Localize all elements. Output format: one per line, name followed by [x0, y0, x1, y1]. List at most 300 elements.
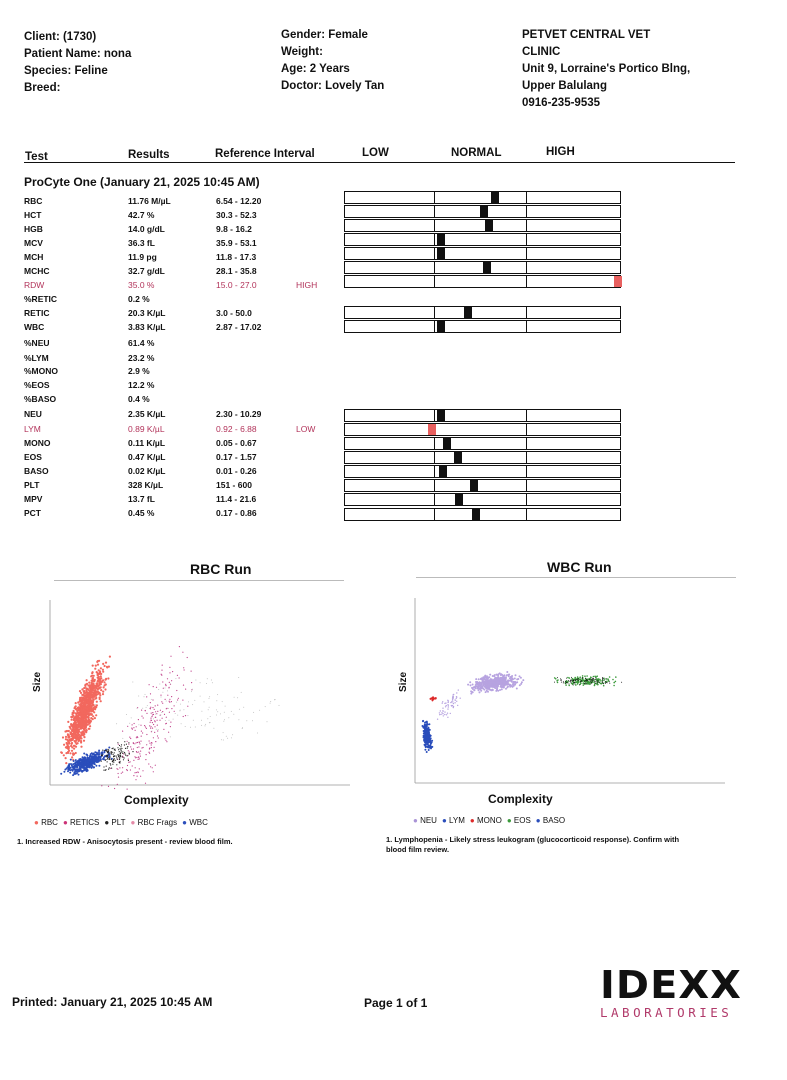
col-test: Test: [25, 151, 48, 163]
eos-point: [606, 681, 608, 683]
test-name: RETIC: [24, 308, 50, 318]
plt-point: [226, 736, 227, 737]
eos-dark-point: [557, 677, 558, 678]
mono-point: [432, 700, 434, 702]
neu-point: [472, 688, 474, 690]
rbc-frag-point: [138, 746, 139, 747]
neu-tail-point: [447, 717, 448, 718]
range-divider-high: [526, 192, 527, 203]
retic-point: [111, 753, 112, 754]
range-marker: [472, 509, 480, 520]
rbc-frag-point: [131, 728, 132, 729]
rbc-point: [79, 709, 81, 711]
eos-dark-point: [563, 682, 564, 683]
wbc-point: [83, 753, 85, 755]
wbc-point: [68, 766, 70, 768]
rbc-point: [97, 685, 99, 687]
neu-tail-point: [456, 697, 457, 698]
range-divider-low: [434, 234, 435, 245]
rbc-frag-point: [182, 652, 183, 653]
neu-point: [512, 678, 514, 680]
test-result: 42.7 %: [128, 210, 155, 220]
rbc-frag-point: [176, 690, 177, 691]
eos-dark-point: [584, 681, 585, 682]
neu-tail-point: [451, 701, 452, 702]
rbc-frag-point: [152, 712, 153, 713]
rbc-point: [85, 697, 87, 699]
neu-point: [507, 683, 509, 685]
rbc-frag-point: [152, 714, 153, 715]
neu-tail-point: [440, 714, 441, 715]
rbc-point: [88, 704, 90, 706]
eos-point: [579, 677, 581, 679]
plt-point: [232, 734, 233, 735]
neu-point: [488, 676, 490, 678]
test-result: 11.9 pg: [128, 252, 157, 262]
rbc-frag-point: [150, 728, 151, 729]
rbc-frag-point: [145, 710, 146, 711]
rbc-point: [79, 704, 81, 706]
rbc-frag-point: [162, 711, 163, 712]
retic-point: [106, 756, 107, 757]
rbc-frag-point: [171, 696, 172, 697]
clinic-name-2: CLINIC: [522, 46, 561, 58]
lym-point: [422, 720, 424, 722]
eos-dark-point: [587, 681, 588, 682]
neu-point: [509, 684, 511, 686]
retic-point: [108, 755, 109, 756]
rbc-frag-point: [153, 750, 154, 751]
plt-point: [168, 708, 169, 709]
retic-point: [107, 761, 108, 762]
eos-point: [576, 681, 578, 683]
rbc-scatter-plot: [40, 590, 360, 790]
lym-point: [430, 747, 432, 749]
wbc-legend-swatch: ●: [506, 816, 514, 825]
wbc-ylabel: Size: [398, 671, 409, 692]
neu-tail-point: [445, 706, 446, 707]
plt-point: [225, 706, 226, 707]
neu-point: [497, 682, 499, 684]
retic-point: [120, 746, 121, 747]
rbc-frag-point: [135, 730, 136, 731]
rbc-frag-point: [154, 747, 155, 748]
rbc-frag-point: [139, 753, 140, 754]
rbc-point: [74, 726, 76, 728]
wbc-point: [98, 751, 100, 753]
eos-dark-point: [597, 680, 598, 681]
rbc-frag-point: [159, 720, 160, 721]
neu-point: [501, 688, 503, 690]
rbc-frag-point: [146, 713, 147, 714]
wbc-legend-swatch: ●: [469, 816, 477, 825]
wbc-point: [84, 756, 86, 758]
printed-timestamp: Printed: January 21, 2025 10:45 AM: [12, 995, 213, 1009]
rbc-frag-point: [155, 741, 156, 742]
plt-point: [204, 701, 205, 702]
plt-point: [192, 704, 193, 705]
rbc-point: [72, 754, 74, 756]
rbc-point: [90, 717, 92, 719]
rbc-frag-point: [171, 701, 172, 702]
rbc-frag-point: [127, 765, 128, 766]
rbc-point: [65, 762, 67, 764]
mono-point: [430, 698, 432, 700]
rbc-frag-point: [157, 705, 158, 706]
rbc-point: [84, 701, 86, 703]
neu-point: [514, 681, 516, 683]
retic-point: [112, 761, 113, 762]
wbc-point: [85, 768, 87, 770]
plt-point: [201, 725, 202, 726]
neu-point: [510, 678, 512, 680]
table-row: [0, 352, 787, 366]
plt-point: [176, 702, 177, 703]
range-divider-low: [434, 480, 435, 491]
range-divider-low: [434, 438, 435, 449]
neu-point: [485, 691, 487, 693]
rbc-frag-point: [150, 693, 151, 694]
rbc-point: [97, 673, 99, 675]
mono-point: [432, 696, 434, 698]
rbc-title-rule: [54, 580, 344, 581]
rbc-frag-point: [162, 703, 163, 704]
rbc-point: [71, 750, 73, 752]
rbc-frag-point: [146, 754, 147, 755]
neu-tail-point: [439, 714, 440, 715]
retic-point: [127, 755, 128, 756]
wbc-point: [90, 753, 92, 755]
wbc-point: [72, 763, 74, 765]
table-row: [0, 393, 787, 407]
rbc-frag-point: [152, 728, 153, 729]
neu-tail-point: [453, 694, 454, 695]
rbc-frag-point: [108, 786, 109, 787]
eos-dark-point: [582, 677, 583, 678]
eos-dark-point: [586, 679, 587, 680]
range-divider-low: [434, 466, 435, 477]
rbc-frag-point: [131, 749, 132, 750]
plt-point: [217, 694, 218, 695]
eos-point: [569, 677, 571, 679]
plt-point: [156, 729, 157, 730]
rbc-point: [97, 690, 99, 692]
eos-point: [593, 676, 595, 678]
neu-point: [508, 675, 510, 677]
plt-point: [138, 696, 139, 697]
wbc-point: [79, 767, 81, 769]
neu-tail-point: [444, 711, 445, 712]
plt-point: [169, 720, 170, 721]
eos-point: [584, 675, 586, 677]
range-marker: [437, 410, 445, 421]
neu-point: [517, 678, 519, 680]
rbc-point: [79, 700, 81, 702]
eos-point: [615, 681, 617, 683]
rbc-point: [99, 692, 101, 694]
rbc-point: [83, 699, 85, 701]
rbc-frag-point: [137, 747, 138, 748]
rbc-point: [90, 675, 92, 677]
plt-point: [180, 704, 181, 705]
rbc-point: [85, 730, 87, 732]
rbc-point: [69, 752, 71, 754]
lym-point: [426, 721, 428, 723]
plt-point: [237, 697, 238, 698]
retic-point: [121, 748, 122, 749]
retic-point: [103, 766, 104, 767]
retic-point: [113, 754, 114, 755]
rbc-frag-point: [129, 737, 130, 738]
eos-point: [568, 685, 570, 687]
rbc-frag-point: [133, 748, 134, 749]
retic-point: [117, 742, 118, 743]
wbc-legend-swatch: ●: [535, 816, 543, 825]
gender-line: Gender: Female: [281, 29, 368, 41]
wbc-point: [85, 762, 87, 764]
eos-dark-point: [584, 683, 585, 684]
test-reference: 11.4 - 21.6: [216, 494, 257, 504]
rbc-frag-point: [162, 681, 163, 682]
range-divider-high: [526, 206, 527, 217]
eos-dark-point: [574, 684, 575, 685]
patient-details: [281, 27, 384, 95]
rbc-frag-point: [143, 747, 144, 748]
plt-point: [167, 690, 168, 691]
rbc-point: [81, 734, 83, 736]
neu-point: [507, 681, 509, 683]
range-divider-low: [434, 307, 435, 318]
rbc-point: [88, 728, 90, 730]
retic-point: [118, 755, 119, 756]
plt-point: [207, 678, 208, 679]
lym-point: [428, 735, 430, 737]
plt-point: [195, 727, 196, 728]
mono-point: [435, 698, 437, 700]
rbc-frag-point: [130, 746, 131, 747]
rbc-point: [86, 700, 88, 702]
wbc-legend-label: EOS: [513, 816, 531, 825]
rbc-frag-point: [122, 772, 123, 773]
rbc-frag-point: [141, 716, 142, 717]
plt-point: [170, 736, 171, 737]
neu-point: [497, 675, 499, 677]
rbc-frag-point: [170, 656, 171, 657]
rbc-frag-point: [140, 741, 141, 742]
plt-point: [165, 720, 166, 721]
plt-point: [224, 719, 225, 720]
lym-point: [426, 732, 428, 734]
test-name: HCT: [24, 210, 42, 220]
wbc-point: [67, 768, 69, 770]
neu-tail-point: [453, 706, 454, 707]
plt-point: [155, 714, 156, 715]
rbc-point: [66, 743, 68, 745]
plt-point: [151, 699, 152, 700]
rbc-frag-point: [174, 711, 175, 712]
rbc-point: [71, 719, 73, 721]
rbc-frag-point: [142, 770, 143, 771]
neu-point: [516, 688, 518, 690]
patient-info: [24, 29, 131, 97]
rbc-frag-point: [184, 669, 185, 670]
rbc-point: [74, 721, 76, 723]
retic-point: [110, 752, 111, 753]
neu-tail-point: [450, 713, 451, 714]
neu-tail-point: [452, 699, 453, 700]
retic-point: [120, 752, 121, 753]
retic-point: [117, 759, 118, 760]
rbc-point: [91, 672, 93, 674]
neu-point: [511, 681, 513, 683]
plt-point: [179, 710, 180, 711]
rbc-frag-point: [129, 752, 130, 753]
plt-point: [159, 684, 160, 685]
test-reference: 0.92 - 6.88: [216, 424, 257, 434]
retic-point: [129, 753, 130, 754]
neu-tail-point: [437, 719, 438, 720]
neu-tail-point: [456, 698, 457, 699]
neu-point: [492, 681, 494, 683]
rbc-frag-point: [140, 725, 141, 726]
neu-point: [506, 686, 508, 688]
eos-point: [586, 675, 588, 677]
range-bar: [344, 409, 621, 422]
neu-point: [487, 682, 489, 684]
rbc-frag-point: [166, 708, 167, 709]
plt-point: [279, 705, 280, 706]
rbc-point: [90, 685, 92, 687]
rbc-point: [80, 725, 82, 727]
rbc-frag-point: [167, 695, 168, 696]
col-normal: NORMAL: [451, 147, 502, 159]
eos-point: [612, 679, 614, 681]
idexx-logo-wordmark: IDEXX: [600, 963, 743, 1007]
neu-tail-point: [453, 703, 454, 704]
rbc-point: [65, 746, 67, 748]
rbc-note: 1. Increased RDW - Anisocytosis present - review blood film.: [17, 837, 233, 846]
rbc-frag-point: [153, 724, 154, 725]
rbc-frag-point: [138, 757, 139, 758]
neu-tail-point: [451, 705, 452, 706]
rbc-point: [88, 714, 90, 716]
plt-point: [190, 727, 191, 728]
eos-dark-point: [594, 679, 595, 680]
rbc-frag-point: [154, 726, 155, 727]
range-marker: [485, 220, 493, 231]
neu-tail-point: [443, 715, 444, 716]
rbc-frag-point: [153, 737, 154, 738]
retic-point: [128, 760, 129, 761]
rbc-point: [85, 707, 87, 709]
test-result: 0.11 K/µL: [128, 438, 166, 448]
test-name: %NEU: [24, 338, 50, 348]
rbc-frag-point: [183, 716, 184, 717]
test-result: 2.35 K/µL: [128, 409, 166, 419]
range-divider-high: [526, 438, 527, 449]
wbc-point: [64, 769, 66, 771]
plt-point: [158, 689, 159, 690]
neu-point: [480, 690, 482, 692]
rbc-point: [67, 721, 69, 723]
retic-point: [114, 758, 115, 759]
wbc-point: [93, 760, 95, 762]
neu-point: [485, 677, 487, 679]
test-result: 3.83 K/µL: [128, 322, 166, 332]
rbc-frag-point: [133, 775, 134, 776]
eos-dark-point: [574, 682, 575, 683]
rbc-point: [105, 662, 107, 664]
rbc-point: [85, 690, 87, 692]
rbc-point: [102, 691, 104, 693]
retic-point: [122, 751, 123, 752]
wbc-point: [78, 774, 80, 776]
retic-point: [111, 759, 112, 760]
retic-point: [108, 753, 109, 754]
plt-point: [195, 680, 196, 681]
test-name: LYM: [24, 424, 41, 434]
retic-point: [107, 758, 108, 759]
rbc-point: [104, 688, 106, 690]
range-divider-high: [526, 466, 527, 477]
test-reference: 151 - 600: [216, 480, 252, 490]
range-divider-high: [526, 220, 527, 231]
rbc-frag-point: [151, 726, 152, 727]
eos-point: [567, 677, 569, 679]
eos-dark-point: [602, 682, 603, 683]
wbc-point: [89, 760, 91, 762]
test-reference: 28.1 - 35.8: [216, 266, 257, 276]
plt-point: [116, 723, 117, 724]
test-result: 23.2 %: [128, 353, 155, 363]
plt-point: [223, 740, 224, 741]
neu-point: [502, 686, 504, 688]
eos-dark-point: [563, 681, 564, 682]
range-divider-low: [434, 494, 435, 505]
rbc-point: [82, 720, 84, 722]
rbc-point: [70, 716, 72, 718]
rbc-point: [78, 740, 80, 742]
retic-point: [114, 752, 115, 753]
test-reference: 35.9 - 53.1: [216, 238, 257, 248]
plt-point: [194, 700, 195, 701]
range-marker: [437, 321, 445, 332]
rbc-frag-point: [118, 744, 119, 745]
rbc-frag-point: [137, 776, 138, 777]
lym-point: [423, 727, 425, 729]
eos-point: [556, 680, 558, 682]
table-row: [0, 293, 787, 307]
range-marker: [480, 206, 488, 217]
rbc-point: [89, 695, 91, 697]
wbc-point: [102, 758, 104, 760]
retic-point: [107, 749, 108, 750]
rbc-point: [100, 683, 102, 685]
plt-point: [145, 694, 146, 695]
plt-point: [131, 717, 132, 718]
retic-point: [120, 761, 121, 762]
retic-point: [113, 762, 114, 763]
range-divider-high: [526, 424, 527, 435]
plt-point: [132, 682, 133, 683]
rbc-frag-point: [128, 762, 129, 763]
range-marker: [455, 494, 463, 505]
plt-point: [211, 680, 212, 681]
rbc-frag-point: [151, 720, 152, 721]
wbc-point: [87, 755, 89, 757]
range-divider-low: [434, 262, 435, 273]
rbc-frag-point: [138, 772, 139, 773]
